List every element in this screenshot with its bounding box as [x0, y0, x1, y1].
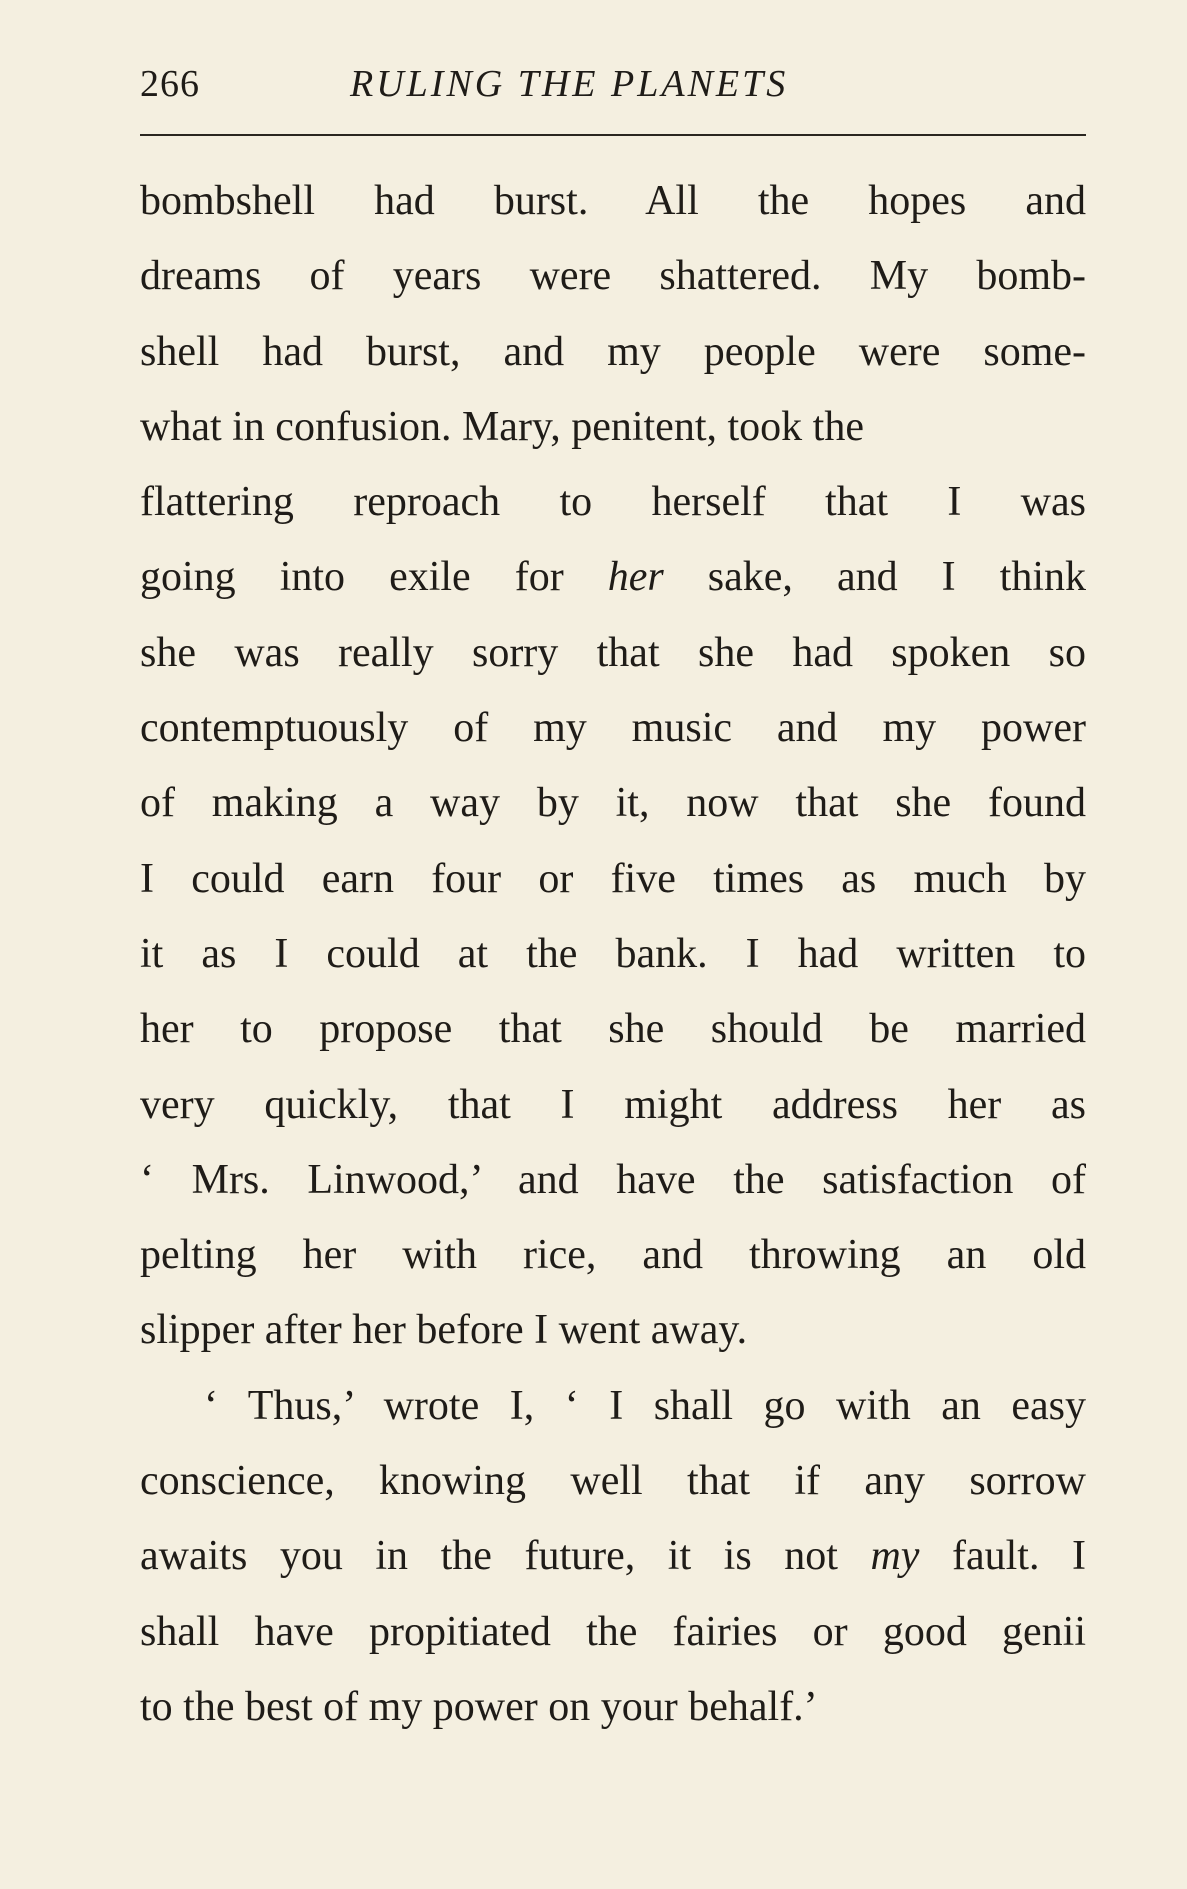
- text-line: of making a way by it, now that she found: [140, 780, 1086, 827]
- text-line: I could earn four or five times as much by: [140, 855, 1086, 902]
- page-number: 266: [140, 63, 200, 105]
- header-rule: [140, 134, 1086, 136]
- text-line: ‘ Thus,’ wrote I, ‘ I shall go with an easy: [204, 1382, 1086, 1429]
- text-line: pelting her with rice, and throwing an old: [140, 1232, 1086, 1279]
- text-line: conscience, knowing well that if any sorrow: [140, 1458, 1086, 1505]
- text-line: awaits you in the future, it is not my fault. I: [140, 1533, 1086, 1580]
- text-line: what in confusion. Mary, penitent, took the: [140, 403, 864, 450]
- emphasis: my: [870, 1533, 920, 1580]
- text-line: her to propose that she should be married: [140, 1006, 1086, 1053]
- text-line: very quickly, that I might address her as: [140, 1081, 1086, 1128]
- text-line: to the best of my power on your behalf.’: [140, 1683, 818, 1730]
- running-title: RULING THE PLANETS: [350, 63, 789, 105]
- text-line: going into exile for her sake, and I think: [140, 554, 1086, 601]
- text-line: contemptuously of my music and my power: [140, 705, 1086, 752]
- text-line: dreams of years were shattered. My bomb-: [140, 253, 1086, 300]
- running-head: [140, 58, 1086, 110]
- text-line: flattering reproach to herself that I was: [140, 479, 1086, 526]
- text-line: shall have propitiated the fairies or good genii: [140, 1608, 1086, 1655]
- body-text: [140, 164, 1086, 1745]
- text-line: it as I could at the bank. I had written to: [140, 930, 1086, 977]
- text-line: slipper after her before I went away.: [140, 1307, 748, 1354]
- emphasis: her: [607, 554, 664, 601]
- text-line: bombshell had burst. All the hopes and: [140, 178, 1086, 224]
- text-line: shell had burst, and my people were some-: [140, 328, 1086, 375]
- text-line: ‘ Mrs. Linwood,’ and have the satisfaction of: [140, 1156, 1086, 1203]
- text-line: she was really sorry that she had spoken so: [140, 629, 1086, 676]
